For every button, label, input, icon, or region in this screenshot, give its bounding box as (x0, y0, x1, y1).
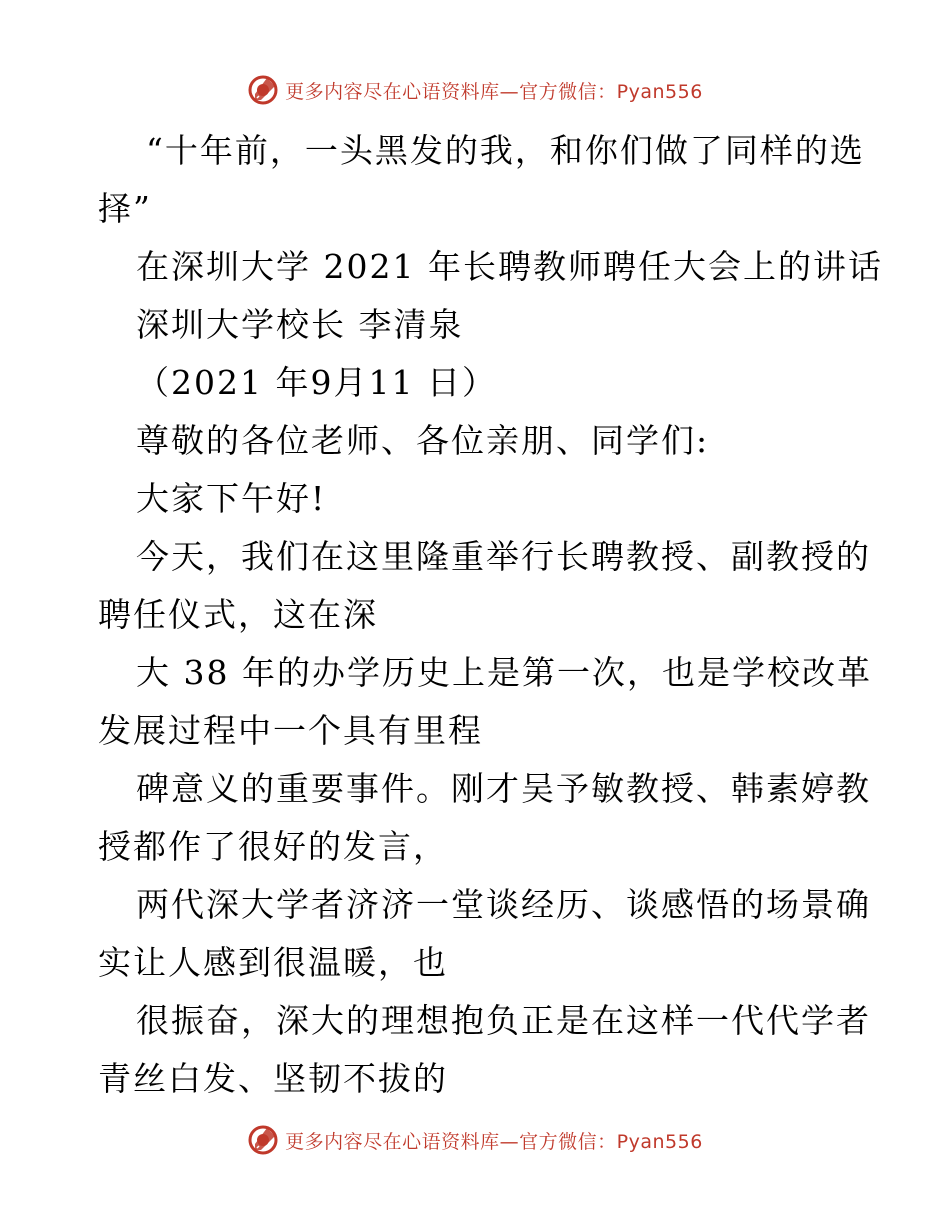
footer-watermark (0, 1120, 950, 1160)
text-line: 碑意义的重要事件。刚才吴予敏教授、韩素婷教 (136, 769, 871, 808)
text-line: （2021 年9月11 日） (136, 363, 497, 402)
text-line: 大家下午好! (136, 479, 327, 518)
watermark-text: 更多内容尽在心语资料库—官方微信：Pyan556 (285, 80, 703, 103)
text-line: 青丝白发、坚韧不拔的 (98, 1059, 448, 1098)
header-watermark (0, 70, 950, 110)
text-line: 很振奋，深大的理想抱负正是在这样一代代学者 (136, 1001, 871, 1040)
text-line: 在深圳大学 2021 年长聘教师聘任大会上的讲话 (136, 247, 883, 286)
text-line: 授都作了很好的发言， (98, 827, 448, 866)
red-circle-pen-logo-icon (247, 74, 279, 106)
text-line: 尊敬的各位老师、各位亲朋、同学们: (136, 421, 710, 460)
text-line: 实让人感到很温暖，也 (98, 943, 448, 982)
text-line: 今天，我们在这里隆重举行长聘教授、副教授的 (136, 537, 871, 576)
text-line: 聘任仪式，这在深 (98, 595, 378, 634)
text-line: 深圳大学校长 李清泉 (136, 305, 464, 344)
red-circle-pen-logo-icon (247, 1124, 279, 1156)
text-line: “十年前，一头黑发的我，和你们做了同样的选 (146, 131, 865, 170)
document-body (98, 122, 883, 1108)
watermark-text: 更多内容尽在心语资料库—官方微信：Pyan556 (285, 1130, 703, 1153)
text-line: 两代深大学者济济一堂谈经历、谈感悟的场景确 (136, 885, 871, 924)
text-line: 大 38 年的办学历史上是第一次，也是学校改革 (136, 653, 872, 692)
text-line: 择” (98, 189, 152, 228)
text-line: 发展过程中一个具有里程 (98, 711, 483, 750)
